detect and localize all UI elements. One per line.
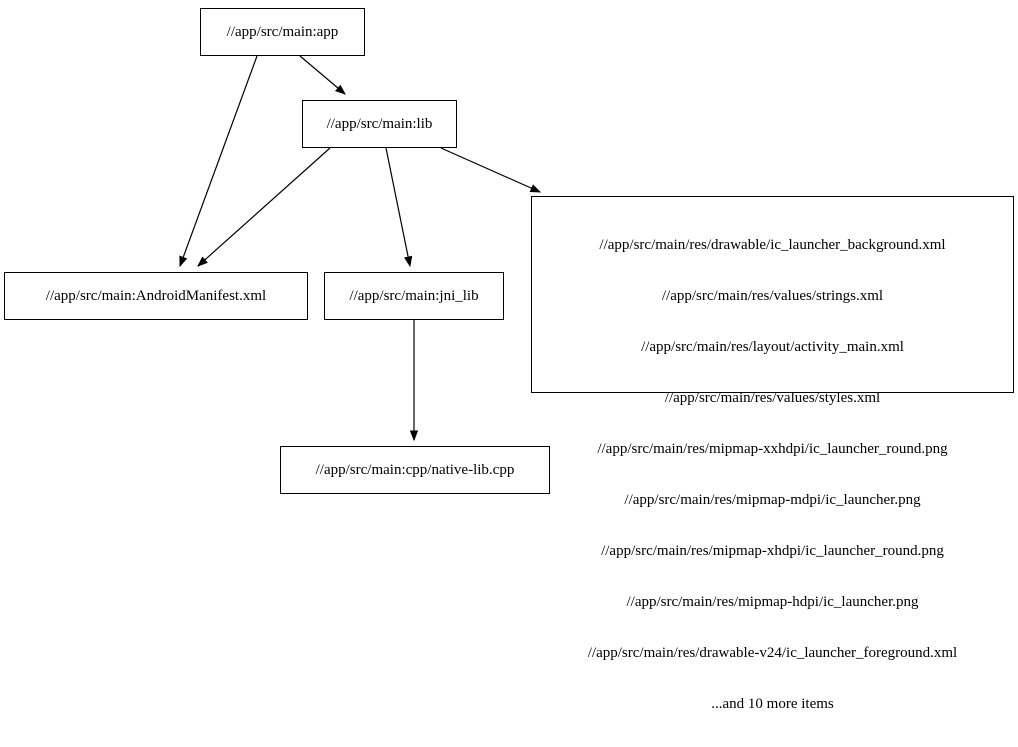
- resource-item: //app/src/main/res/mipmap-mdpi/ic_launcher.png: [624, 492, 921, 508]
- edge-lib-to-jni-lib: [386, 148, 410, 266]
- resource-item: //app/src/main/res/values/styles.xml: [664, 390, 881, 406]
- node-lib[interactable]: [302, 100, 457, 148]
- resource-more-items: ...and 10 more items: [711, 696, 834, 712]
- edge-lib-to-resources: [441, 148, 540, 192]
- node-jni-lib[interactable]: [324, 272, 504, 320]
- edge-app-to-manifest: [180, 56, 257, 266]
- node-jni-lib-label: //app/src/main:jni_lib: [349, 287, 479, 304]
- node-native-lib-label: //app/src/main:cpp/native-lib.cpp: [315, 461, 515, 478]
- resource-item: //app/src/main/res/mipmap-hdpi/ic_launcher.png: [626, 594, 919, 610]
- node-native-lib[interactable]: [280, 446, 550, 494]
- node-android-manifest-label: //app/src/main:AndroidManifest.xml: [45, 287, 267, 304]
- resource-item: //app/src/main/res/values/strings.xml: [661, 288, 884, 304]
- edge-lib-to-manifest: [198, 148, 330, 266]
- resource-item: //app/src/main/res/mipmap-xhdpi/ic_launcher_round.png: [601, 543, 944, 559]
- resource-item: //app/src/main/res/mipmap-xxhdpi/ic_launcher_round.png: [597, 441, 948, 457]
- resource-item: //app/src/main/res/drawable-v24/ic_launcher_foreground.xml: [587, 645, 958, 661]
- node-app-label: //app/src/main:app: [226, 23, 339, 40]
- node-resources[interactable]: [531, 196, 1014, 712]
- resource-item: //app/src/main/res/layout/activity_main.xml: [641, 339, 904, 355]
- resource-item: //app/src/main/res/drawable/ic_launcher_background.xml: [599, 237, 946, 253]
- node-app[interactable]: [200, 8, 365, 56]
- edge-app-to-lib: [300, 56, 345, 94]
- node-android-manifest[interactable]: [4, 272, 308, 320]
- node-lib-label: //app/src/main:lib: [326, 115, 433, 132]
